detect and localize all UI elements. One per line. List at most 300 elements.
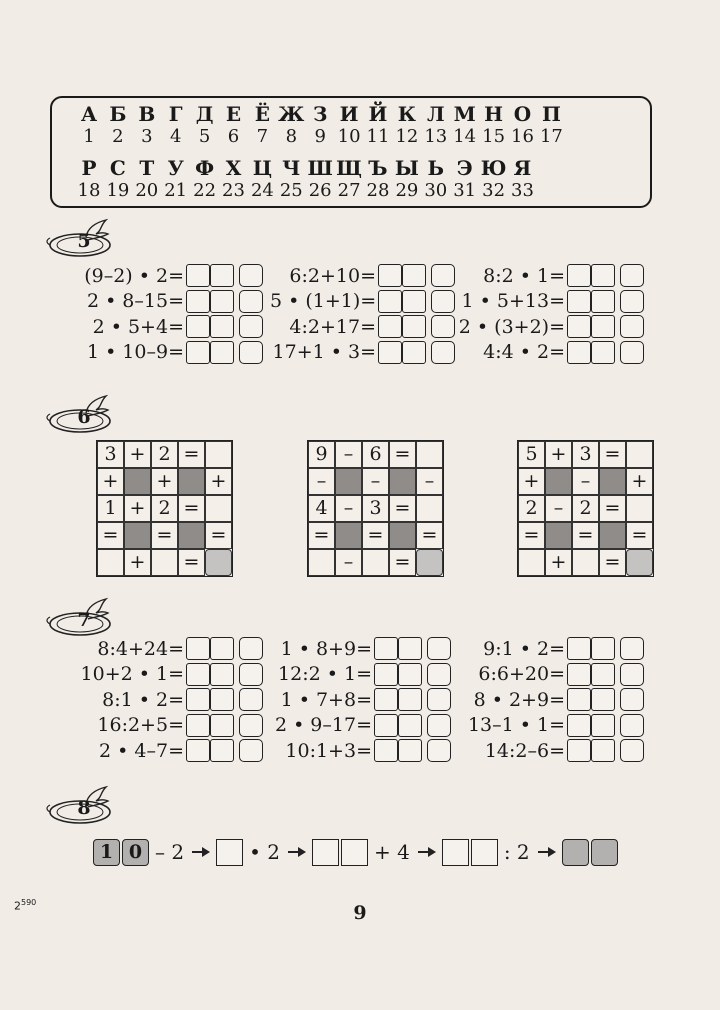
answer-boxes	[567, 264, 644, 287]
digit-answer-box[interactable]	[210, 688, 234, 711]
start-digit-box: 1	[93, 839, 120, 866]
letter-answer-box[interactable]	[620, 739, 644, 762]
alphabet-number: 8	[285, 126, 298, 147]
alphabet-number: 31	[453, 180, 477, 201]
grid-symbol-cell: 2	[151, 441, 178, 468]
alphabet-letter: Ш	[307, 156, 333, 180]
grid-symbol-cell: –	[335, 495, 362, 522]
arrow-right-icon	[538, 846, 556, 858]
digit-answer-box[interactable]	[374, 714, 398, 737]
grid-symbol-cell: =	[389, 495, 416, 522]
answer-boxes	[567, 688, 644, 711]
grid-symbol-cell: +	[97, 468, 124, 495]
alphabet-number: 32	[482, 180, 506, 201]
letter-answer-box[interactable]	[239, 315, 263, 338]
letter-answer-box[interactable]	[620, 315, 644, 338]
expression-text: 1 • 10–9=	[86, 341, 184, 364]
grid-symbol-cell: =	[626, 522, 653, 549]
operation-label: • 2	[249, 840, 280, 864]
expression-row	[70, 713, 263, 739]
digit-answer-box[interactable]	[378, 315, 402, 338]
grid-symbol-cell: 3	[572, 441, 599, 468]
expression-column	[70, 636, 263, 764]
expression-text: 16:2+5=	[97, 714, 184, 737]
grid-symbol-cell: =	[389, 441, 416, 468]
shaded-cell	[335, 522, 362, 549]
alphabet-number: 9	[314, 126, 326, 147]
grid-symbol-cell: =	[97, 522, 124, 549]
digit-answer-box[interactable]	[210, 714, 234, 737]
digit-answer-box[interactable]	[374, 663, 398, 686]
alphabet-letter: Г	[168, 102, 183, 126]
alphabet-number: 6	[227, 126, 240, 147]
digit-answer-box[interactable]	[378, 264, 402, 287]
expression-row	[70, 263, 263, 289]
alphabet-letter: Р	[81, 156, 97, 180]
letter-answer-box[interactable]	[239, 264, 263, 287]
alphabet-letter: Ь	[427, 156, 445, 180]
answer-boxes	[186, 290, 263, 313]
alphabet-letter: З	[312, 102, 328, 126]
grid-symbol-cell: 2	[572, 495, 599, 522]
grid-symbol-cell: +	[545, 549, 572, 576]
answer-box[interactable]	[442, 839, 469, 866]
expression-row	[70, 662, 263, 688]
digit-answer-box[interactable]	[210, 264, 234, 287]
expression-text: 14:2–6=	[484, 739, 565, 762]
answer-boxes	[186, 663, 263, 686]
answer-boxes	[567, 714, 644, 737]
alphabet-cell	[506, 158, 540, 200]
expression-row	[270, 738, 451, 764]
digit-answer-box[interactable]	[210, 663, 234, 686]
grid-symbol-cell: –	[545, 495, 572, 522]
expression-row	[270, 289, 455, 315]
expression-column	[455, 263, 644, 365]
empty-answer-cell[interactable]	[416, 441, 443, 468]
answer-boxes	[567, 341, 644, 364]
expression-text: 6:6+20=	[478, 663, 565, 686]
alphabet-letter: Ч	[282, 156, 301, 180]
empty-answer-cell[interactable]	[362, 549, 389, 576]
grid-symbol-cell: –	[572, 468, 599, 495]
digit-answer-box[interactable]	[591, 290, 615, 313]
answer-box[interactable]	[471, 839, 498, 866]
expression-row	[270, 636, 451, 662]
expression-row	[455, 263, 644, 289]
letter-answer-box[interactable]	[431, 264, 455, 287]
magic-grid	[517, 440, 654, 577]
alphabet-number: 26	[308, 180, 332, 201]
alphabet-letter: Ы	[394, 156, 419, 180]
expression-row	[70, 687, 263, 713]
empty-answer-cell[interactable]	[416, 495, 443, 522]
alphabet-letter: Д	[195, 102, 214, 126]
alphabet-number: 13	[424, 126, 448, 147]
digit-answer-box[interactable]	[186, 290, 210, 313]
digit-answer-box[interactable]	[567, 290, 591, 313]
expression-row	[70, 738, 263, 764]
digit-answer-box[interactable]	[186, 264, 210, 287]
grid-symbol-cell: =	[178, 495, 205, 522]
digit-answer-box[interactable]	[210, 315, 234, 338]
alphabet-number: 3	[141, 126, 153, 147]
alphabet-number: 14	[453, 126, 477, 147]
answer-boxes	[374, 714, 451, 737]
answer-boxes	[186, 315, 263, 338]
expression-text: 17+1 • 3=	[272, 341, 376, 364]
grid-symbol-cell: =	[599, 495, 626, 522]
letter-answer-box[interactable]	[239, 688, 263, 711]
digit-answer-box[interactable]	[398, 739, 422, 762]
expression-text: 10+2 • 1=	[80, 663, 184, 686]
digit-answer-box[interactable]	[374, 688, 398, 711]
grid-symbol-cell: =	[308, 522, 335, 549]
expression-text: 10:1+3=	[285, 739, 372, 762]
grid-symbol-cell: 2	[518, 495, 545, 522]
expression-column	[70, 263, 263, 365]
alphabet-letter: И	[339, 102, 359, 126]
digit-answer-box[interactable]	[591, 637, 615, 660]
answer-boxes	[186, 714, 263, 737]
expression-row	[70, 340, 263, 366]
empty-answer-cell[interactable]	[151, 549, 178, 576]
alphabet-number: 7	[256, 126, 269, 147]
digit-answer-box[interactable]	[591, 341, 615, 364]
empty-answer-cell[interactable]	[205, 441, 232, 468]
digit-answer-box[interactable]	[186, 688, 210, 711]
shaded-cell	[178, 522, 205, 549]
answer-boxes	[374, 663, 451, 686]
expression-text: (9–2) • 2=	[84, 264, 184, 287]
expression-text: 2 • 5+4=	[92, 315, 184, 338]
answer-boxes	[374, 637, 451, 660]
shaded-cell	[178, 468, 205, 495]
alphabet-letter: Щ	[336, 156, 363, 180]
digit-answer-box[interactable]	[591, 714, 615, 737]
answer-boxes	[378, 341, 455, 364]
alphabet-letter: Е	[225, 102, 242, 126]
alphabet-letter: Т	[139, 156, 155, 180]
expression-row	[455, 289, 644, 315]
grid-symbol-cell: +	[124, 441, 151, 468]
digit-answer-box[interactable]	[186, 739, 210, 762]
letter-answer-box[interactable]	[620, 688, 644, 711]
expression-column	[270, 263, 455, 365]
expression-text: 1 • 8+9=	[280, 637, 372, 660]
grid-symbol-cell: =	[362, 522, 389, 549]
expression-text: 4:2+17=	[289, 315, 376, 338]
digit-answer-box[interactable]	[186, 315, 210, 338]
section-7-badge	[42, 595, 114, 641]
expression-text: 1 • 7+8=	[280, 688, 372, 711]
letter-answer-box[interactable]	[427, 637, 451, 660]
alphabet-letter: О	[513, 102, 532, 126]
expression-text: 2 • 9–17=	[274, 714, 372, 737]
letter-answer-box[interactable]	[239, 637, 263, 660]
digit-answer-box[interactable]	[398, 637, 422, 660]
grid-symbol-cell: –	[416, 468, 443, 495]
answer-boxes	[567, 663, 644, 686]
shaded-cell	[389, 522, 416, 549]
alphabet-cell	[534, 104, 568, 146]
expression-text: 13–1 • 1=	[467, 714, 565, 737]
digit-answer-box[interactable]	[210, 290, 234, 313]
section-8-badge	[42, 783, 114, 829]
expression-column	[270, 636, 451, 764]
grid-symbol-cell: +	[518, 468, 545, 495]
digit-answer-box[interactable]	[378, 290, 402, 313]
letter-answer-box[interactable]	[431, 341, 455, 364]
digit-answer-box[interactable]	[398, 663, 422, 686]
digit-answer-box[interactable]	[567, 663, 591, 686]
letter-answer-box[interactable]	[431, 290, 455, 313]
digit-answer-box[interactable]	[567, 264, 591, 287]
digit-answer-box[interactable]	[210, 341, 234, 364]
empty-answer-cell[interactable]	[626, 495, 653, 522]
grid-symbol-cell: 1	[97, 495, 124, 522]
digit-answer-box[interactable]	[591, 688, 615, 711]
expression-row	[455, 738, 644, 764]
expression-row	[270, 314, 455, 340]
alphabet-letter: Э	[456, 156, 473, 180]
grid-symbol-cell: 3	[97, 441, 124, 468]
operation-label: + 4	[373, 840, 410, 864]
alphabet-letter: Х	[225, 156, 242, 180]
letter-answer-box[interactable]	[239, 714, 263, 737]
empty-answer-cell[interactable]	[308, 549, 335, 576]
alphabet-number: 17	[539, 126, 563, 147]
answer-boxes	[567, 290, 644, 313]
expression-text: 1 • 5+13=	[461, 290, 565, 313]
alphabet-number: 19	[106, 180, 130, 201]
alphabet-number: 10	[337, 126, 361, 147]
answer-boxes	[378, 290, 455, 313]
empty-answer-cell[interactable]	[626, 441, 653, 468]
alphabet-number: 20	[135, 180, 159, 201]
alphabet-letter: Ю	[480, 156, 507, 180]
letter-answer-box[interactable]	[239, 290, 263, 313]
expression-text: 8 • 2+9=	[473, 688, 565, 711]
grid-symbol-cell: +	[124, 549, 151, 576]
grid-symbol-cell: +	[124, 495, 151, 522]
expression-text: 8:1 • 2=	[102, 688, 184, 711]
page-number: 9	[353, 902, 367, 924]
expression-row	[455, 713, 644, 739]
shaded-cell	[599, 522, 626, 549]
expression-column	[455, 636, 644, 764]
shaded-cell	[545, 522, 572, 549]
grid-symbol-cell: +	[545, 441, 572, 468]
section-5-badge	[42, 216, 114, 262]
expression-row	[270, 340, 455, 366]
expression-row	[270, 713, 451, 739]
print-signature: $2^{590}$	[14, 898, 37, 913]
answer-box[interactable]	[216, 839, 243, 866]
empty-answer-cell[interactable]	[205, 495, 232, 522]
letter-answer-box[interactable]	[620, 663, 644, 686]
letter-answer-box[interactable]	[431, 315, 455, 338]
grid-symbol-cell: =	[518, 522, 545, 549]
alphabet-number: 23	[222, 180, 245, 201]
answer-boxes	[567, 739, 644, 762]
final-answer-cell[interactable]	[626, 549, 653, 576]
alphabet-letter: П	[541, 102, 561, 126]
expression-row	[70, 289, 263, 315]
alphabet-letter: А	[80, 102, 98, 126]
alphabet-number: 27	[337, 180, 361, 201]
grid-symbol-cell: =	[599, 549, 626, 576]
digit-answer-box[interactable]	[186, 341, 210, 364]
expression-text: 2 • 4–7=	[99, 739, 184, 762]
operation-label: – 2	[155, 840, 185, 864]
letter-answer-box[interactable]	[239, 341, 263, 364]
alphabet-number: 11	[366, 126, 390, 147]
expression-row	[70, 636, 263, 662]
digit-answer-box[interactable]	[186, 714, 210, 737]
expression-row	[455, 636, 644, 662]
empty-answer-cell[interactable]	[97, 549, 124, 576]
digit-answer-box[interactable]	[186, 663, 210, 686]
final-answer-cell[interactable]	[416, 549, 443, 576]
arrow-right-icon	[418, 846, 436, 858]
alphabet-number: 33	[511, 180, 534, 201]
digit-answer-box[interactable]	[591, 264, 615, 287]
letter-answer-box[interactable]	[427, 663, 451, 686]
grid-symbol-cell: –	[335, 441, 362, 468]
alphabet-letter: Н	[484, 102, 504, 126]
final-answer-cell[interactable]	[205, 549, 232, 576]
letter-answer-box[interactable]	[239, 663, 263, 686]
digit-answer-box[interactable]	[567, 688, 591, 711]
digit-answer-box[interactable]	[378, 341, 402, 364]
grid-symbol-cell: =	[178, 441, 205, 468]
empty-answer-cell[interactable]	[518, 549, 545, 576]
grid-symbol-cell: 9	[308, 441, 335, 468]
alphabet-number: 28	[366, 180, 390, 201]
letter-answer-box[interactable]	[620, 341, 644, 364]
digit-answer-box[interactable]	[398, 714, 422, 737]
grid-symbol-cell: =	[416, 522, 443, 549]
result-box[interactable]	[562, 839, 589, 866]
answer-boxes	[186, 637, 263, 660]
alphabet-letter: В	[138, 102, 156, 126]
digit-answer-box[interactable]	[402, 290, 426, 313]
letter-answer-box[interactable]	[620, 714, 644, 737]
alphabet-number: 18	[77, 180, 101, 201]
letter-answer-box[interactable]	[427, 688, 451, 711]
magic-grid	[307, 440, 444, 577]
letter-answer-box[interactable]	[239, 739, 263, 762]
answer-boxes	[378, 264, 455, 287]
alphabet-number: 24	[250, 180, 274, 201]
expression-row	[270, 662, 451, 688]
alphabet-number: 25	[279, 180, 303, 201]
arrow-right-icon	[192, 846, 210, 858]
answer-box[interactable]	[341, 839, 368, 866]
alphabet-number: 4	[169, 126, 182, 147]
section-number: 8	[77, 797, 91, 819]
alphabet-number: 22	[193, 180, 217, 201]
empty-answer-cell[interactable]	[572, 549, 599, 576]
digit-answer-box[interactable]	[591, 663, 615, 686]
alphabet-letter: Ё	[254, 102, 271, 126]
expression-text: 9:1 • 2=	[483, 637, 565, 660]
alphabet-number: 30	[424, 180, 448, 201]
digit-answer-box[interactable]	[402, 341, 426, 364]
alphabet-number: 29	[395, 180, 419, 201]
digit-answer-box[interactable]	[374, 637, 398, 660]
answer-boxes	[374, 688, 451, 711]
digit-answer-box[interactable]	[402, 264, 426, 287]
answer-boxes	[567, 315, 644, 338]
grid-symbol-cell: 5	[518, 441, 545, 468]
alphabet-number: 15	[482, 126, 506, 147]
section-number: 6	[77, 406, 91, 428]
letter-answer-box[interactable]	[427, 714, 451, 737]
letter-answer-box[interactable]	[620, 264, 644, 287]
digit-answer-box[interactable]	[186, 637, 210, 660]
grid-symbol-cell: +	[205, 468, 232, 495]
expression-text: 8:4+24=	[97, 637, 184, 660]
grid-symbol-cell: –	[335, 549, 362, 576]
answer-boxes	[186, 739, 263, 762]
answer-box[interactable]	[312, 839, 339, 866]
shaded-cell	[545, 468, 572, 495]
digit-answer-box[interactable]	[210, 739, 234, 762]
alphabet-letter: Я	[513, 156, 532, 180]
result-box[interactable]	[591, 839, 618, 866]
letter-answer-box[interactable]	[620, 637, 644, 660]
digit-answer-box[interactable]	[567, 637, 591, 660]
grid-symbol-cell: –	[308, 468, 335, 495]
expression-text: 5 • (1+1)=	[270, 290, 377, 313]
grid-symbol-cell: 3	[362, 495, 389, 522]
grid-symbol-cell: =	[389, 549, 416, 576]
expression-text: 8:2 • 1=	[483, 264, 565, 287]
expression-row	[455, 662, 644, 688]
alphabet-letter: Ж	[278, 102, 305, 126]
digit-answer-box[interactable]	[402, 315, 426, 338]
operation-label: : 2	[503, 840, 530, 864]
digit-answer-box[interactable]	[591, 739, 615, 762]
digit-answer-box[interactable]	[567, 315, 591, 338]
expression-row	[455, 340, 644, 366]
shaded-cell	[124, 468, 151, 495]
alphabet-letter: У	[167, 156, 184, 180]
alphabet-letter: Ъ	[368, 156, 388, 180]
alphabet-table	[50, 96, 652, 208]
grid-symbol-cell: –	[362, 468, 389, 495]
expression-row	[270, 687, 451, 713]
alphabet-letter: М	[453, 102, 476, 126]
digit-answer-box[interactable]	[567, 739, 591, 762]
grid-symbol-cell: 6	[362, 441, 389, 468]
expression-text: 4:4 • 2=	[483, 341, 565, 364]
digit-answer-box[interactable]	[567, 714, 591, 737]
letter-answer-box[interactable]	[620, 290, 644, 313]
alphabet-number: 1	[83, 126, 95, 147]
digit-answer-box[interactable]	[210, 637, 234, 660]
grid-symbol-cell: 4	[308, 495, 335, 522]
letter-answer-box[interactable]	[427, 739, 451, 762]
digit-answer-box[interactable]	[567, 341, 591, 364]
expression-text: 12:2 • 1=	[278, 663, 372, 686]
digit-answer-box[interactable]	[591, 315, 615, 338]
alphabet-number: 2	[112, 126, 124, 147]
digit-answer-box[interactable]	[374, 739, 398, 762]
digit-answer-box[interactable]	[398, 688, 422, 711]
